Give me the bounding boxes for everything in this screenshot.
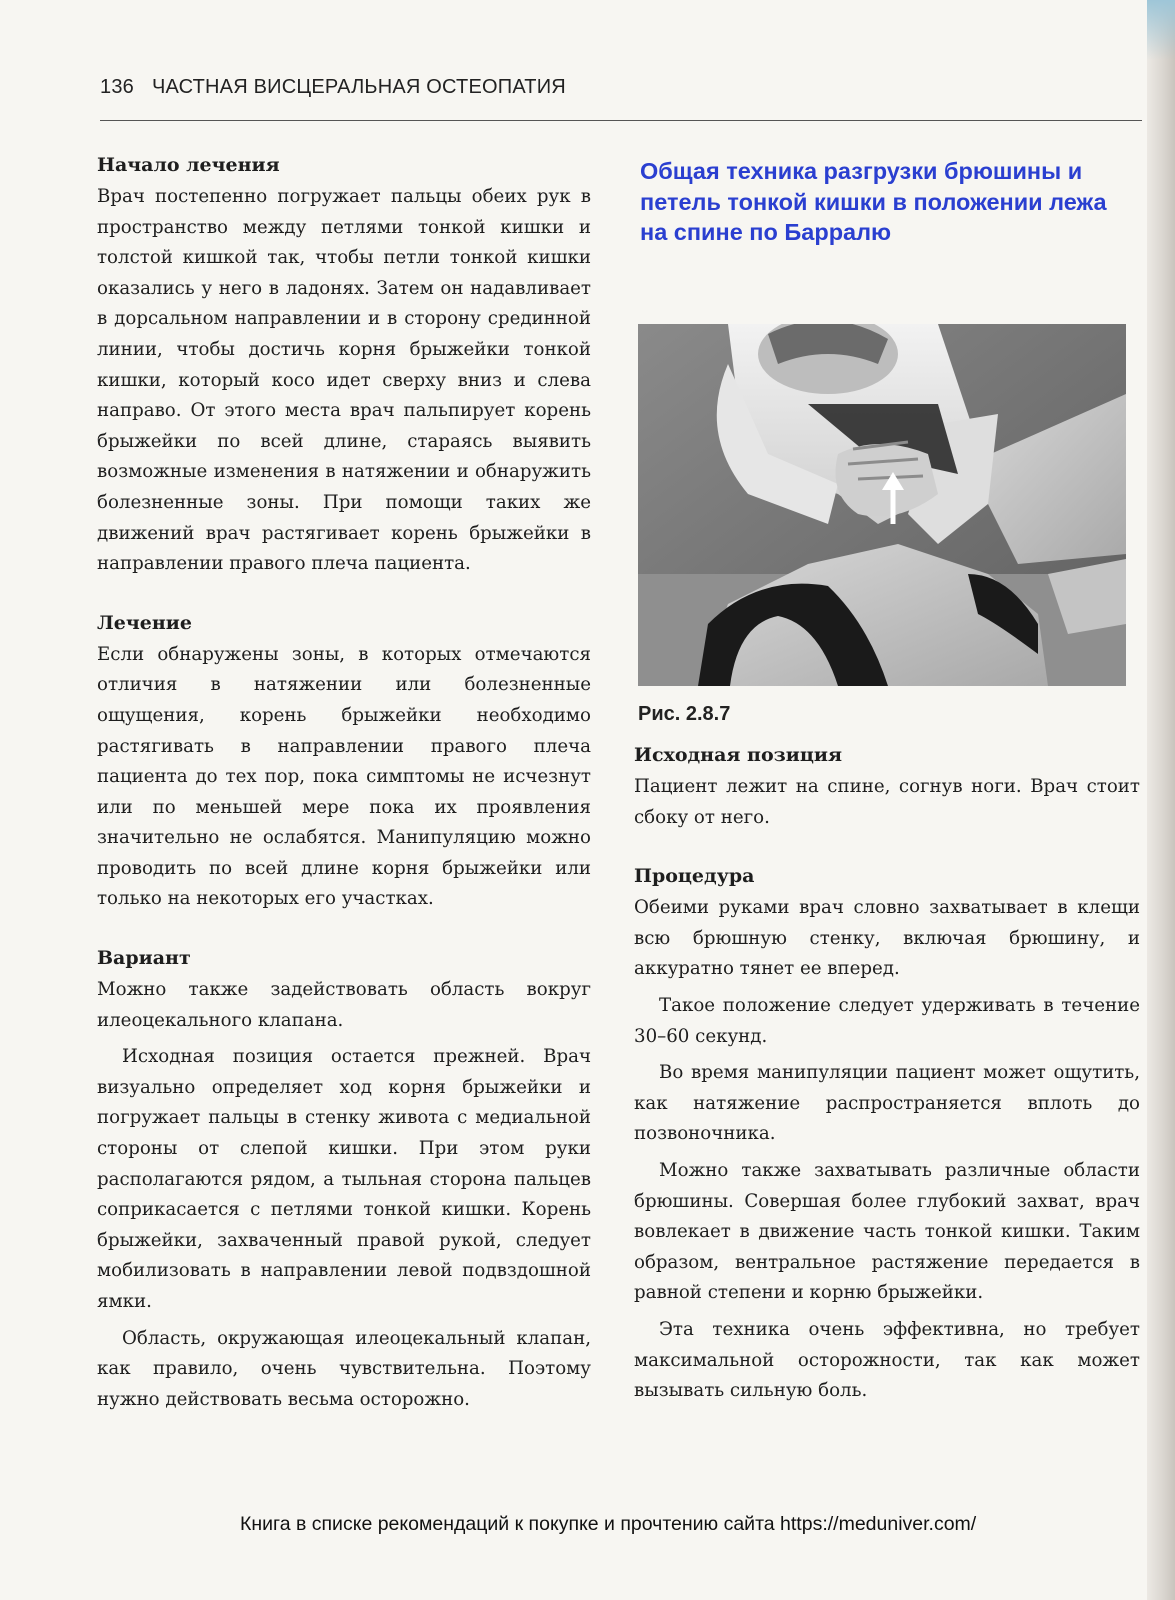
- paragraph: Обеими руками врач словно захватывает в клещи всю брюшную стенку, включая брюшину, и аккуратно тянет ее вперед.: [634, 897, 1140, 980]
- book-spine-shadow: [1147, 0, 1175, 1600]
- header-rule: [100, 120, 1142, 121]
- section-heading: Процедура: [634, 865, 755, 888]
- paragraph: Во время манипуляции пациент может ощутить, как натяжение распространяется вплоть до позвоночника.: [634, 1062, 1140, 1145]
- paragraph: Можно также захватывать различные области брюшины. Совершая более глубокий захват, врач вовлекает в движение часть тонкой кишки. Таким образом, вентральное растяжение передается в равной степени и корню брыжейки.: [634, 1159, 1140, 1304]
- paragraph: Эта техника очень эффективна, но требует максимальной осторожности, так как может вызывать сильную боль.: [634, 1318, 1140, 1402]
- section-heading: Начало лечения: [97, 154, 280, 176]
- page-number: 136: [100, 76, 134, 98]
- figure-caption: Рис. 2.8.7: [638, 703, 731, 725]
- running-title: ЧАСТНАЯ ВИСЦЕРАЛЬНАЯ ОСТЕОПАТИЯ: [151, 76, 566, 98]
- technique-title: Общая техника разгрузки брюшины и петель тонкой кишки в положении лежа на спине по Барралю: [640, 158, 1107, 245]
- section-heading: Исходная позиция: [634, 744, 843, 766]
- running-header: [100, 76, 1140, 99]
- figure-illustration: [638, 324, 1126, 686]
- book-spine-tint: [1147, 0, 1175, 60]
- paragraph: Область, окружающая илеоцекальный клапан, как правило, очень чувствительна. Поэтому нужно действовать весьма осторожно.: [97, 1327, 591, 1410]
- left-column: [97, 150, 591, 1415]
- footer-note: Книга в списке рекомендаций к покупке и прочтению сайта https://meduniver.com/: [240, 1513, 977, 1535]
- figure-photo: [638, 324, 1126, 686]
- section-heading: Вариант: [97, 947, 191, 970]
- paragraph: Такое положение следует удерживать в течение 30–60 секунд.: [634, 994, 1140, 1047]
- section-heading: Лечение: [97, 611, 192, 634]
- paragraph: Можно также задействовать область вокруг илеоцекального клапана.: [97, 979, 591, 1031]
- paragraph: Врач постепенно погружает пальцы обеих рук в пространство между петлями тонкой кишки и толстой кишкой так, чтобы петли тонкой кишки оказались у него в ладонях. Затем он надавливает в дорсальном направлении и в сторону срединной линии, чтобы достичь корня брыжейки тонкой кишки, который косо идет сверху вниз и слева направо. От этого места врач пальпирует корень брыжейки по всей длине, стараясь выявить возможные изменения в натяжении и обнаружить болезненные зоны. При помощи таких же движений врач растягивает корень брыжейки в направлении правого плеча пациента.: [97, 186, 591, 575]
- paragraph: Если обнаружены зоны, в которых отмечаются отличия в натяжении или болезненные ощущения, корень брыжейки необходимо растягивать в направлении правого плеча пациента до тех пор, пока симптомы не исчезнут или по меньшей мере пока их проявления значительно не ослабятся. Манипуляцию можно проводить по всей длине корня брыжейки или только на некоторых его участках.: [97, 643, 591, 910]
- paragraph: Пациент лежит на спине, согнув ноги. Врач стоит сбоку от него.: [634, 776, 1140, 828]
- right-column: [634, 740, 1140, 1407]
- paragraph: Исходная позиция остается прежней. Врач визуально определяет ход корня брыжейки и погружает пальцы в стенку живота с медиальной стороны от слепой кишки. При этом руки располагаются рядом, а тыльная сторона пальцев соприкасается с петлями тонкой кишки. Корень брыжейки, захваченный правой рукой, следует мобилизовать в направлении левой подвздошной ямки.: [97, 1046, 591, 1312]
